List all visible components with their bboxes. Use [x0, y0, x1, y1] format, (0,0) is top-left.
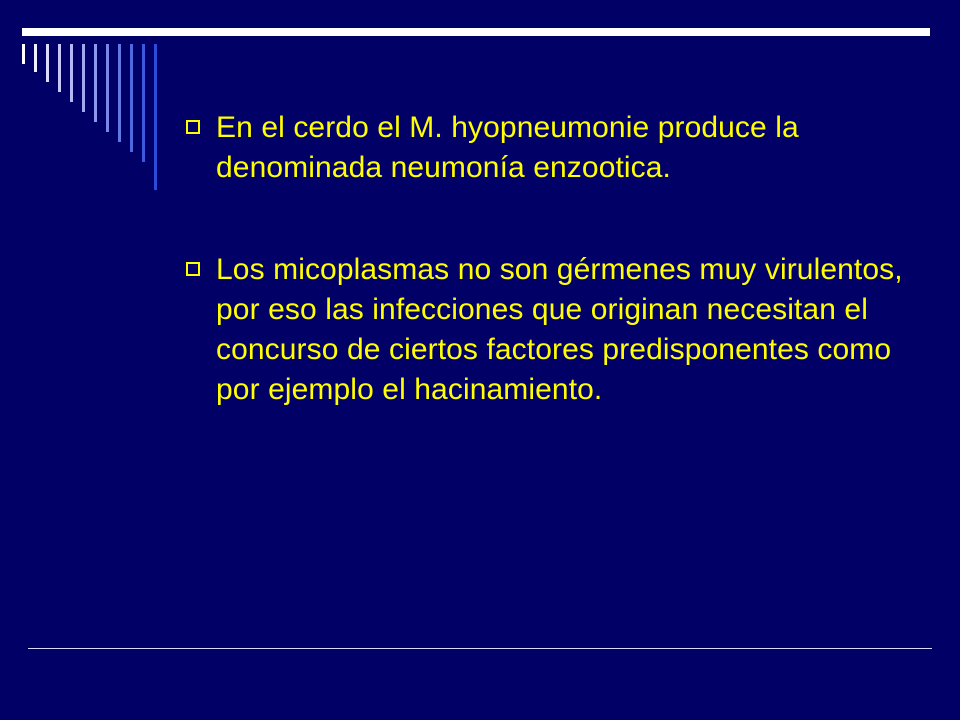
bottom-rule	[28, 648, 932, 649]
bullet-list	[184, 108, 914, 410]
bullet-text: En el cerdo el M. hyopneumonie produce la denominada neumonía enzootica.	[216, 111, 799, 184]
top-rule	[22, 28, 930, 36]
bullet-item	[184, 108, 914, 188]
decorative-stripes	[22, 44, 162, 194]
hollow-square-icon	[186, 262, 200, 276]
bullet-text: Los micoplasmas no son gérmenes muy virulentos, por eso las infecciones que originan necesitan el concurso de ciertos factores predisponentes como por ejemplo el hacinamiento.	[216, 253, 903, 406]
hollow-square-icon	[186, 120, 200, 134]
bullet-item	[184, 250, 914, 410]
